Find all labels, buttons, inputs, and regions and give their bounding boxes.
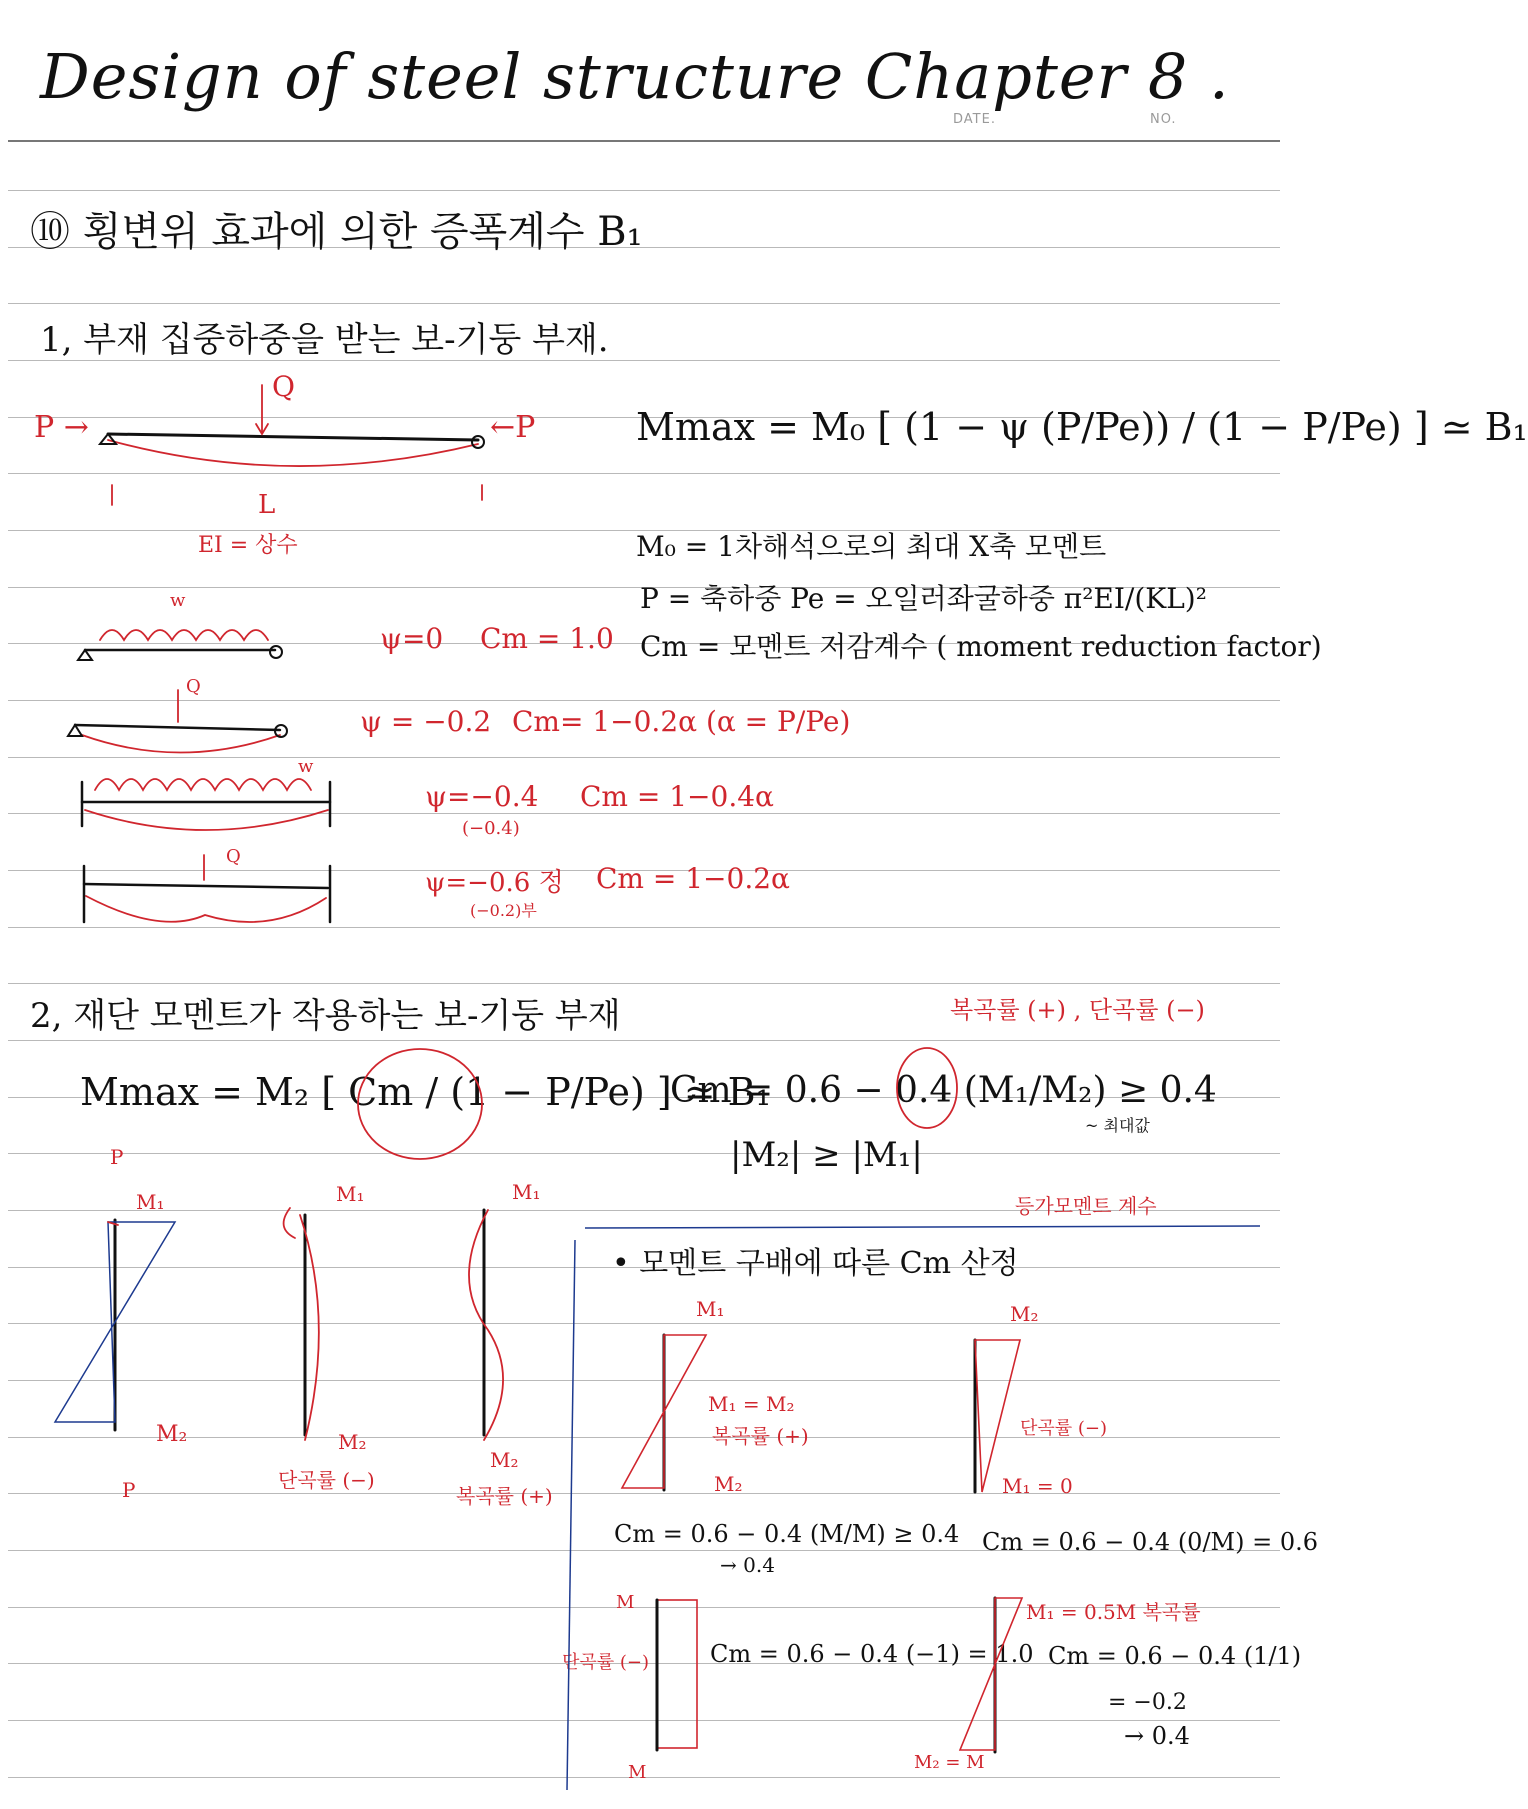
load-q: Q bbox=[272, 370, 295, 403]
formula-1: Mmax = M₀ [ (1 − ψ (P/Pe)) / (1 − P/Pe) ] ≃ B₁ bbox=[636, 405, 1528, 449]
panel4-calc: Cm = 0.6 − 0.4 (1/1) bbox=[1048, 1642, 1302, 1670]
ei-label: EI = 상수 bbox=[198, 533, 298, 558]
col3-m2: M₂ bbox=[490, 1448, 519, 1472]
beam-case-1 bbox=[78, 630, 282, 660]
panel2-bottom: M₁ = 0 bbox=[1002, 1474, 1073, 1498]
panel-2-column bbox=[975, 1340, 1020, 1492]
col1-m2: M₂ bbox=[156, 1422, 188, 1447]
col1-m1: M₁ bbox=[136, 1190, 165, 1214]
panel3-curvature: 단곡률 (−) bbox=[562, 1652, 650, 1673]
case4-cm: Cm = 1−0.2α bbox=[596, 862, 790, 895]
case2-psi: ψ = −0.2 bbox=[360, 705, 492, 738]
panel4-result-1: = −0.2 bbox=[1108, 1690, 1187, 1715]
panel1-curvature: 복곡률 (+) bbox=[712, 1424, 809, 1448]
case1-load: w bbox=[170, 590, 186, 611]
definition-cm: Cm = 모멘트 저감계수 ( moment reduction factor) bbox=[640, 630, 1322, 663]
beam-case-2 bbox=[68, 690, 287, 753]
cm-formula: Cm = 0.6 − 0.4 (M₁/M₂) ≥ 0.4 bbox=[670, 1070, 1217, 1111]
subsection-1-title: 1, 부재 집중하중을 받는 보-기둥 부재. bbox=[40, 320, 609, 360]
panel1-top: M₁ bbox=[696, 1297, 725, 1321]
col1-p-top: P bbox=[110, 1145, 124, 1169]
date-label: DATE. bbox=[953, 112, 996, 127]
col1-p-bottom: P bbox=[122, 1478, 136, 1502]
panel2-top: M₂ bbox=[1010, 1302, 1039, 1326]
definition-p-pe: P = 축하중 Pe = 오일러좌굴하중 π²EI/(KL)² bbox=[640, 582, 1207, 615]
panel1-result: → 0.4 bbox=[720, 1553, 775, 1577]
case3-psi-alt: (−0.4) bbox=[462, 818, 520, 839]
case3-load: w bbox=[298, 756, 314, 777]
col2-m2: M₂ bbox=[338, 1430, 367, 1454]
section-heading: ⑩ 횡변위 효과에 의한 증폭계수 B₁ bbox=[30, 209, 643, 255]
load-p-right: ←P bbox=[490, 410, 536, 445]
case4-psi: ψ=−0.6 정 bbox=[425, 868, 564, 898]
definition-m0: M₀ = 1차해석으로의 최대 X축 모멘트 bbox=[636, 530, 1107, 563]
case3-cm: Cm = 1−0.4α bbox=[580, 780, 774, 813]
beam-case-3 bbox=[82, 779, 330, 830]
column-2 bbox=[284, 1208, 319, 1440]
case4-psi-alt: (−0.2)부 bbox=[470, 901, 537, 920]
case1-cm: Cm = 1.0 bbox=[480, 622, 614, 655]
panel4-bottom: M₂ = M bbox=[914, 1752, 985, 1773]
load-p-left: P → bbox=[34, 410, 89, 445]
col3-curvature: 복곡률 (+) bbox=[456, 1484, 553, 1508]
col2-m1: M₁ bbox=[336, 1182, 365, 1206]
case4-load: Q bbox=[226, 846, 241, 867]
gradient-bullet: • 모멘트 구배에 따른 Cm 산정 bbox=[612, 1246, 1019, 1281]
panel-1-column bbox=[622, 1335, 706, 1490]
panel1-relation: M₁ = M₂ bbox=[708, 1392, 795, 1416]
formula-2: Mmax = M₂ [ Cm / (1 − P/Pe) ] ≃ B₁ bbox=[80, 1070, 771, 1114]
column-3 bbox=[469, 1210, 503, 1440]
panel2-curvature: 단곡률 (−) bbox=[1020, 1418, 1108, 1439]
case1-psi: ψ=0 bbox=[380, 622, 444, 655]
column-1 bbox=[55, 1220, 175, 1430]
case2-cm: Cm= 1−0.2α (α = P/Pe) bbox=[512, 705, 851, 738]
subsection-2-title: 2, 재단 모멘트가 작용하는 보-기둥 부재 bbox=[30, 996, 621, 1036]
no-label: NO. bbox=[1150, 112, 1177, 127]
panel-4-column bbox=[960, 1598, 1022, 1752]
panel2-calc: Cm = 0.6 − 0.4 (0/M) = 0.6 bbox=[982, 1528, 1319, 1556]
case3-psi: ψ=−0.4 bbox=[425, 780, 539, 813]
page-title: Design of steel structure Chapter 8 . bbox=[40, 40, 1230, 113]
col3-m1: M₁ bbox=[512, 1180, 541, 1204]
curvature-sign-note: 복곡률 (+) , 단곡률 (−) bbox=[950, 996, 1205, 1024]
panel1-bottom: M₂ bbox=[714, 1472, 743, 1496]
panel3-calc: Cm = 0.6 − 0.4 (−1) = 1.0 bbox=[710, 1640, 1034, 1668]
panel4-result-2: → 0.4 bbox=[1124, 1722, 1190, 1750]
beam-diagram-main bbox=[100, 385, 484, 505]
col2-curvature: 단곡률 (−) bbox=[278, 1468, 375, 1492]
beam-case-4 bbox=[84, 855, 330, 922]
panel4-top: M₁ = 0.5M 복곡률 bbox=[1026, 1600, 1201, 1624]
panel-3-column bbox=[657, 1600, 697, 1750]
cm-max-note: ~ 최대값 bbox=[1085, 1116, 1150, 1135]
equivalent-moment-note: 등가모멘트 계수 bbox=[1015, 1194, 1157, 1218]
moment-condition: |M₂| ≥ |M₁| bbox=[730, 1135, 923, 1175]
panel3-bottom: M bbox=[628, 1762, 647, 1783]
span-label: L bbox=[258, 490, 276, 520]
panel1-calc: Cm = 0.6 − 0.4 (M/M) ≥ 0.4 bbox=[614, 1520, 960, 1548]
case2-load: Q bbox=[186, 676, 201, 697]
panel3-top: M bbox=[616, 1592, 635, 1613]
